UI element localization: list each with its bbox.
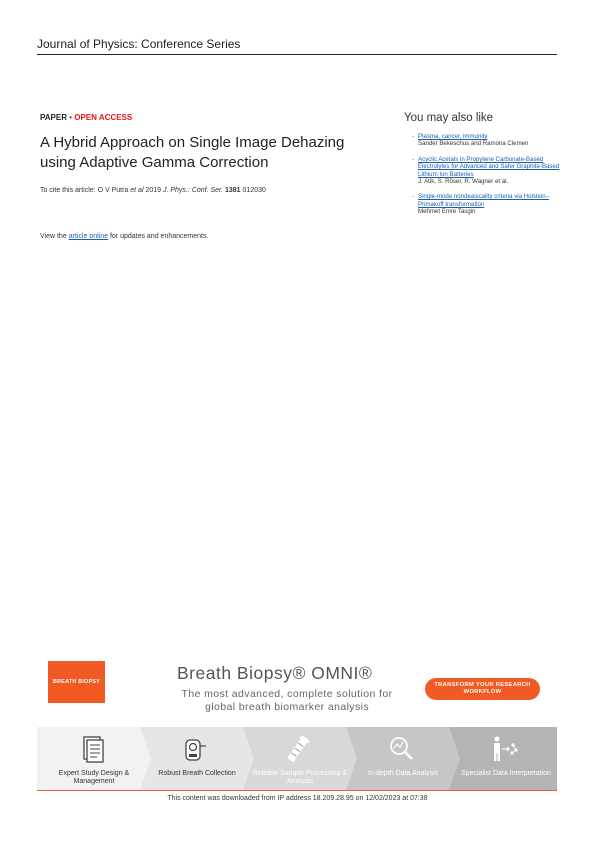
cite-etal: et al bbox=[130, 187, 144, 194]
person-network-icon bbox=[489, 734, 519, 764]
sample-tube-icon bbox=[283, 734, 313, 764]
view-suffix: for updates and enhancements. bbox=[109, 233, 209, 240]
ad-baseline bbox=[37, 790, 557, 791]
related-item-link[interactable]: Plasma, cancer, immunity bbox=[418, 133, 488, 140]
download-footer: This content was downloaded from IP address 18.209.28.95 on 12/02/2023 at 07:38 bbox=[167, 795, 428, 802]
step-label: Reliable Sample Processing & Analysis bbox=[252, 770, 348, 785]
bullet-icon: - bbox=[412, 155, 415, 163]
related-item-authors: Mehmet Emre Tasgin bbox=[418, 208, 476, 216]
related-list bbox=[412, 133, 562, 224]
document-icon bbox=[77, 734, 107, 764]
logo-text: BREATH BIOPSY bbox=[53, 679, 101, 685]
breath-collector-icon bbox=[180, 734, 210, 764]
cta-button[interactable]: TRANSFORM YOUR RESEARCH WORKFLOW bbox=[425, 678, 540, 700]
related-item-authors: Sander Bekeschus and Ramona Clemen bbox=[418, 140, 529, 148]
related-item-link[interactable]: Acyclic Acetals in Propylene Carbonate-Based Electrolytes for Advanced and Safer Graphite-Based Lithium Ion Batteries bbox=[418, 155, 560, 178]
article-kicker bbox=[40, 113, 132, 122]
workflow-step-study-design bbox=[37, 727, 152, 790]
cite-prefix: To cite this article: O V Putra bbox=[40, 187, 129, 194]
step-label: In-depth Data Analysis bbox=[367, 770, 439, 777]
citation bbox=[40, 187, 266, 194]
cite-year: 2019 bbox=[145, 187, 162, 194]
step-label: Robust Breath Collection bbox=[158, 770, 236, 777]
workflow-step-sample-processing bbox=[243, 727, 358, 790]
breath-biopsy-logo bbox=[48, 661, 105, 703]
related-item-link[interactable]: Single-mode nondeasicality criteria via Holstein–Primakoff transformation bbox=[418, 193, 550, 208]
cite-volume: 1381 bbox=[224, 187, 241, 194]
step-label: Specialist Data Interpretation bbox=[461, 770, 551, 777]
related-heading: You may also like bbox=[404, 112, 494, 124]
workflow-step-data-analysis bbox=[346, 727, 461, 790]
related-item-authors: J. Atik, S. Röser, R. Wagner et al. bbox=[418, 178, 509, 186]
bullet-icon: - bbox=[412, 133, 415, 140]
article-title: A Hybrid Approach on Single Image Dehazing using Adaptive Gamma Correction bbox=[40, 134, 345, 171]
related-item bbox=[412, 133, 562, 148]
view-online bbox=[40, 233, 208, 240]
kicker-separator: • bbox=[66, 113, 75, 122]
ad-tagline: The most advanced, complete solution for global breath biomarker analysis bbox=[181, 688, 393, 713]
cite-journal: J. Phys.: Conf. Ser. bbox=[162, 187, 224, 194]
ad-brand: Breath Biopsy® OMNI® bbox=[177, 663, 373, 683]
bullet-icon: - bbox=[412, 193, 415, 201]
open-access-label: OPEN ACCESS bbox=[74, 113, 133, 122]
advertisement-banner[interactable] bbox=[37, 655, 557, 790]
view-prefix: View the bbox=[40, 233, 67, 240]
workflow-step-breath-collection bbox=[140, 727, 255, 790]
kicker-type: PAPER bbox=[40, 113, 67, 122]
magnifier-icon bbox=[386, 734, 416, 764]
journal-name: Journal of Physics: Conference Series bbox=[37, 37, 241, 51]
header-rule bbox=[37, 54, 557, 55]
related-item bbox=[412, 193, 562, 215]
step-label: Expert Study Design & Management bbox=[58, 770, 130, 785]
workflow-step-interpretation bbox=[449, 727, 557, 790]
related-item bbox=[412, 156, 562, 186]
cite-article: 012030 bbox=[242, 187, 266, 194]
workflow-steps bbox=[37, 727, 557, 790]
article-online-link[interactable]: article online bbox=[68, 233, 108, 240]
